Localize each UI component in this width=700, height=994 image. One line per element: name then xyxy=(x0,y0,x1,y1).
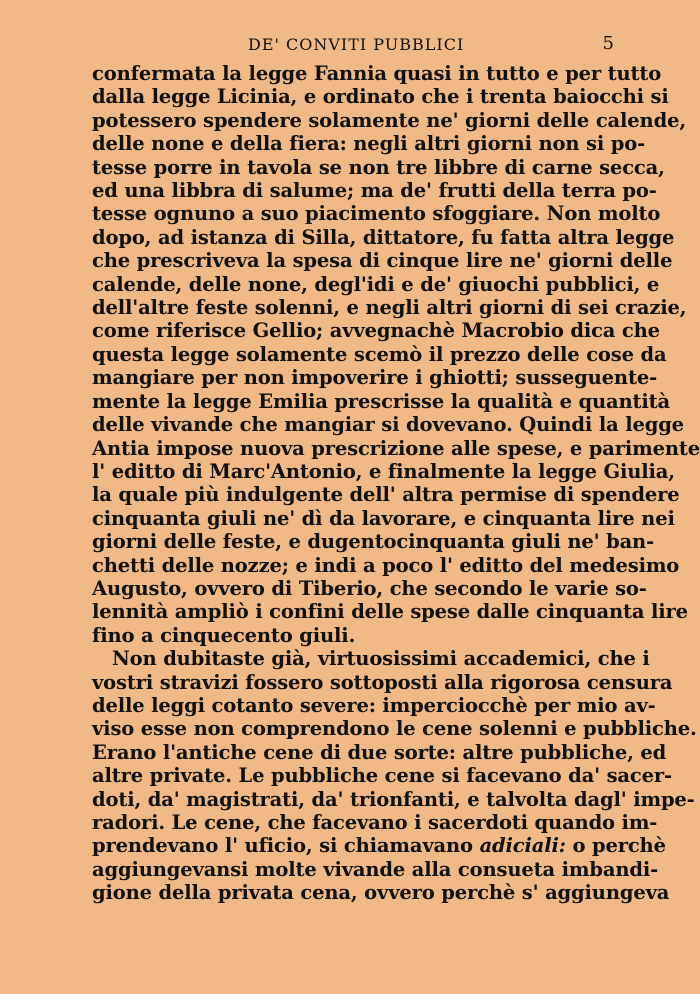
text-line: altre private. Le pubbliche cene si facevano da' sacer- xyxy=(92,764,672,788)
text-line: ed una libbra di salume; ma de' frutti della terra po- xyxy=(92,179,657,203)
paragraph-start-line: Non dubitaste già, virtuosissimi accademici, che i xyxy=(112,647,650,671)
text-line: dell'altre feste solenni, e negli altri giorni di sei crazie, xyxy=(92,296,687,320)
text-line: questa legge solamente scemò il prezzo delle cose da xyxy=(92,342,667,366)
text-line: delle leggi cotanto severe: imperciocchè per mio av- xyxy=(92,693,656,717)
text-line: lennità ampliò i confini delle spese dalle cinquanta lire xyxy=(92,600,688,624)
text-line: giorni delle feste, e dugentocinquanta giuli ne' ban- xyxy=(92,530,655,554)
running-title: DE' CONVITI PUBBLICI xyxy=(248,35,465,54)
text-line: mente la legge Emilia prescrisse la qualità e quantità xyxy=(92,389,670,413)
text-line: confermata la legge Fannia quasi in tutto e per tutto xyxy=(92,62,662,85)
text-line: chetti delle nozze; e indi a poco l' editto del medesimo xyxy=(92,553,680,577)
text-line: vostri stravizi fossero sottoposti alla rigorosa censura xyxy=(92,670,673,694)
text-line: radori. Le cene, che facevano i sacerdoti quando im- xyxy=(92,811,658,834)
text-line: che prescriveva la spesa di cinque lire ne' giorni delle xyxy=(92,249,673,273)
text-line: Antia impose nuova prescrizione alle spese, e parimente xyxy=(92,436,700,460)
text-line: delle vivande che mangiar si dovevano. Quindi la legge xyxy=(92,413,684,437)
text-line: cinquanta giuli ne' dì da lavorare, e cinquanta lire nei xyxy=(92,506,675,530)
body-text xyxy=(92,62,700,905)
text-line: Erano l'antiche cene di due sorte: altre pubbliche, ed xyxy=(92,740,667,764)
text-line: l' editto di Marc'Antonio, e finalmente la legge Giulia, xyxy=(92,459,675,483)
text-line: dalla legge Licinia, e ordinato che i trenta baiocchi si xyxy=(92,85,669,109)
text-line: doti, da' magistrati, da' trionfanti, e talvolta dagl' impe- xyxy=(92,787,695,811)
line-text-after-emphasis: o perchè xyxy=(572,834,666,858)
emphasized-term: adiciali: xyxy=(479,834,566,858)
text-line: gione della privata cena, ovvero perchè s' aggiungeva xyxy=(92,881,670,905)
text-line: viso esse non comprendono le cene solenni e pubbliche. xyxy=(92,717,697,741)
text-line: mangiare per non impoverire i ghiotti; susseguente- xyxy=(92,366,658,390)
text-line: tesse porre in tavola se non tre libbre di carne secca, xyxy=(92,155,665,179)
text-line: calende, delle none, degl'idi e de' giuochi pubblici, e xyxy=(92,272,660,296)
text-line: la quale più indulgente dell' altra permise di spendere xyxy=(92,483,680,507)
text-line-with-emphasis xyxy=(92,834,666,858)
text-line: tesse ognuno a suo piacimento sfoggiare. Non molto xyxy=(92,202,661,226)
text-line: come riferisce Gellio; avvegnachè Macrobio dica che xyxy=(92,319,660,343)
text-line: delle none e della fiera: negli altri giorni non si po- xyxy=(92,132,646,156)
text-line: dopo, ad istanza di Silla, dittatore, fu fatta altra legge xyxy=(92,225,675,249)
line-text-before-emphasis: prendevano l' uficio, si chiamavano xyxy=(92,834,473,858)
text-line: potessero spendere solamente ne' giorni delle calende, xyxy=(92,108,686,132)
text-line: aggiungevansi molte vivande alla consueta imbandi- xyxy=(92,857,659,881)
paragraph-end-line: fino a cinquecento giuli. xyxy=(92,623,356,647)
page-number: 5 xyxy=(602,33,614,54)
text-line: Augusto, ovvero di Tiberio, che secondo le varie so- xyxy=(92,576,647,600)
